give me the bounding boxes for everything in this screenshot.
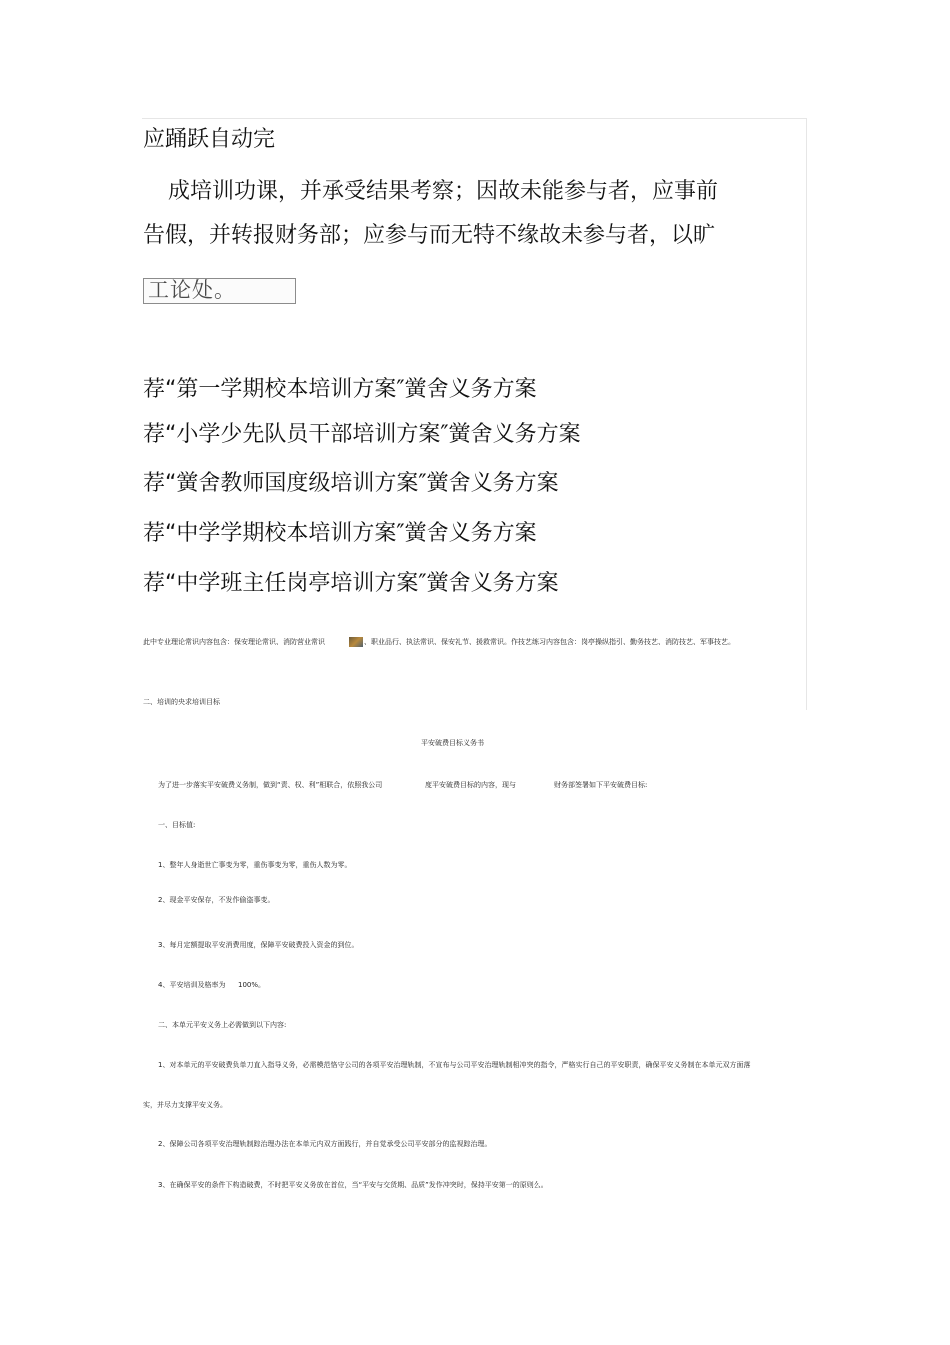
target-item: 3、每月定额提取平安消费用度，保障平安破费投入资金的到位。 [158, 941, 359, 949]
target-item-label: 4、平安培训及格率为 [158, 981, 226, 989]
recommendation-item[interactable]: 荐“黉舍教师国度级培训方案″黉舍义务方案 [143, 471, 559, 496]
recommendation-item[interactable]: 荐“中学班主任岗亭培训方案″黉舍义务方案 [143, 571, 559, 596]
duty-paragraph-3: 3、在确保平安的条件下构造破费，不时把平安义务放在首位，当“平安与交货期、品质”发作冲突时，保持平安第一的原则么。 [158, 1181, 548, 1189]
intro-text-b: 度平安破费目标的内容，现与 [425, 781, 516, 789]
recommendation-item[interactable]: 荐“中学学期校本培训方案″黉舍义务方案 [143, 521, 537, 546]
section-targets-heading: 一、目标值: [158, 821, 196, 829]
scanned-text-stamp [143, 278, 296, 304]
target-item: 2、现金平安保存，不发作偷盗事变。 [158, 896, 275, 904]
fragment-line-2: 成培训功课，并承受结果考察；因故未能参与者，应事前 [168, 179, 719, 204]
duty-paragraph-2: 2、保障公司各项平安治理轨制踪治理办法在本单元内双方面践行，并自觉承受公司平安部分的监视踪治理。 [158, 1140, 492, 1148]
fragment-line-1: 应踊跃自动完 [143, 127, 276, 152]
inline-image-thumbnail [349, 637, 363, 647]
intro-text-c: 财务部签署如下平安破费目标: [554, 781, 648, 789]
duty-paragraph-1: 1、对本单元的平安破费负单刀直入指导义务，必需模范恪守公司的各项平安治理轨制，不宣布与公司平安治理轨制相冲突的指令，严格实行自己的平安职责，确保平安义务制在本单元双方面落 [158, 1061, 751, 1069]
page-frame-right-border [806, 118, 807, 710]
duty-paragraph-1-continued: 实，并尽力支撑平安义务。 [143, 1101, 227, 1109]
target-item-value: 100%。 [238, 981, 266, 989]
fragment-line-3: 告假，并转报财务部；应参与而无特不缘故未参与者，以旷 [143, 223, 716, 248]
section-duties-heading: 二、本单元平安义务上必需做到以下内容: [158, 1021, 287, 1029]
target-item: 1、整年人身逝世亡事变为零，重伤事变为零，重伤人数为零。 [158, 861, 352, 869]
stamp-text: 工论处。 [148, 278, 236, 302]
document-title: 平安破费目标义务书 [421, 739, 484, 747]
recommendation-item[interactable]: 荐“小学少先队员干部培训方案″黉舍义务方案 [143, 422, 581, 447]
page-frame-top-border [142, 118, 806, 119]
note-text-left: 此中专业理论常识内容包含：保安理论常识、消防营业常识 [143, 638, 325, 646]
intro-text-a: 为了进一步落实平安破费义务制，做到“责、权、利”相联合，依照我公司 [158, 781, 383, 789]
recommendation-item[interactable]: 荐“第一学期校本培训方案″黉舍义务方案 [143, 377, 537, 402]
note-text-right: 、职业品行、执法常识、保安礼节、援救常识。作技艺练习内容包含：岗亭操纵指引、勤务技艺、消防技艺、军事技艺。 [364, 638, 735, 646]
section-heading-2: 二、培训的央求培训目标 [143, 698, 220, 706]
